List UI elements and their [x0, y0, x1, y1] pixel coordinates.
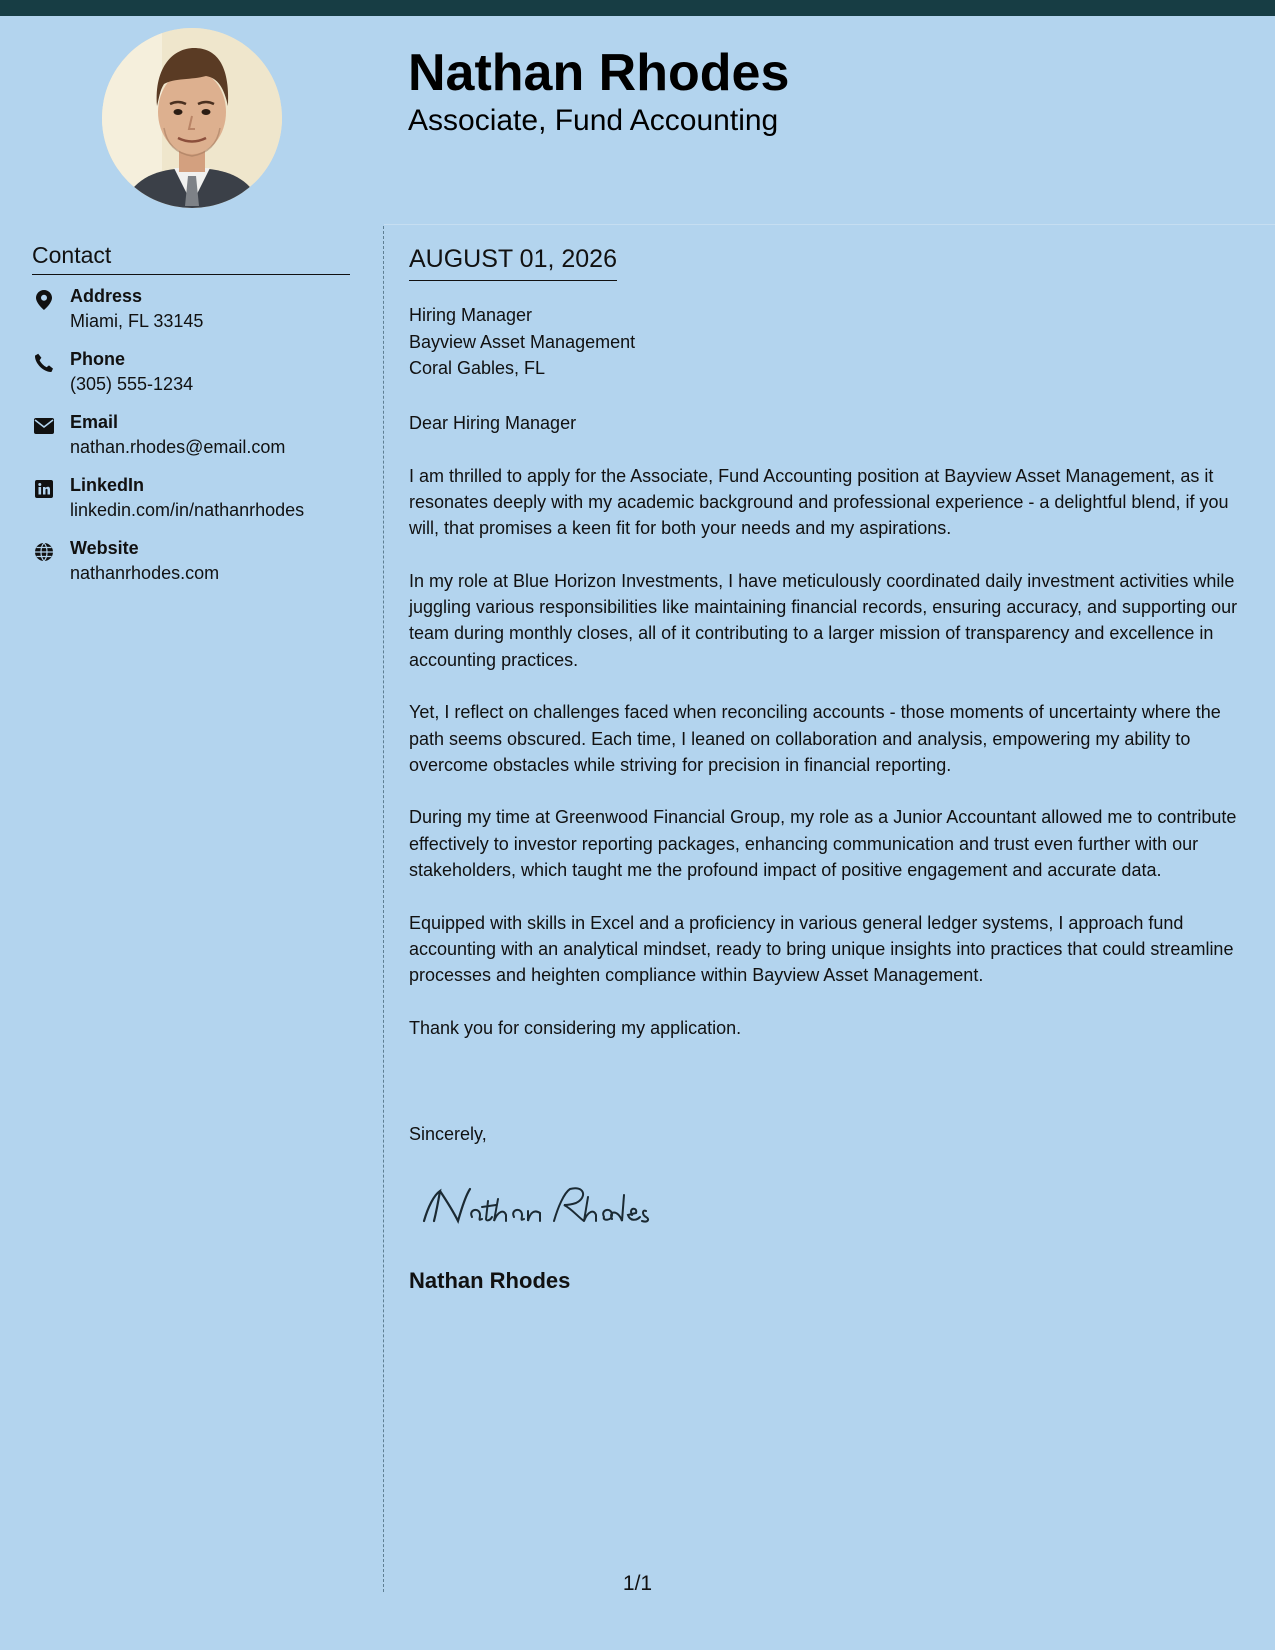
address-value: Miami, FL 33145: [70, 311, 204, 331]
signed-name: Nathan Rhodes: [409, 1268, 571, 1293]
salutation: Dear Hiring Manager: [409, 413, 577, 433]
linkedin-link[interactable]: linkedin.com/in/nathanrhodes: [70, 500, 305, 520]
linkedin-icon: [32, 477, 56, 501]
handwritten-signature: [418, 1177, 658, 1233]
job-title: Associate, Fund Accounting: [408, 104, 779, 137]
envelope-icon: [32, 414, 56, 438]
closing: Sincerely,: [409, 1124, 487, 1144]
contact-label: LinkedIn: [70, 475, 145, 495]
contact-label: Website: [70, 538, 139, 558]
top-bar: [0, 0, 1275, 16]
contact-label: Phone: [70, 349, 126, 369]
letter-paragraph: Thank you for considering my application.: [409, 1017, 742, 1038]
contact-item-website: [32, 536, 372, 599]
letter-paragraph: During my time at Greenwood Financial Group, my role as a Junior Accountant allowed me to contribute effectively to investor reporting packages, enhancing communication and trust even further with our stakeholders, which taught me the profound impact of positive engagement and accurate data.: [409, 807, 1237, 881]
page-number: 1/1: [622, 1572, 653, 1595]
letter-body: [409, 410, 1255, 1067]
contact-item-linkedin: [32, 473, 372, 536]
recipient-block: [409, 302, 635, 382]
letter-paragraph: I am thrilled to apply for the Associate, Fund Accounting position at Bayview Asset Management, as it resonates deeply with my academic background and professional experience - a delightful blend, if you will, that promises a keen fit for both your needs and my aspirations.: [409, 465, 1229, 539]
phone-icon: [32, 351, 56, 375]
website-link[interactable]: nathanrhodes.com: [70, 563, 220, 583]
email-link[interactable]: nathan.rhodes@email.com: [70, 437, 286, 457]
contact-item-address: [32, 284, 372, 347]
letter-paragraph: In my role at Blue Horizon Investments, I have meticulously coordinated daily investment activities while juggling various responsibilities like maintaining financial records, ensuring accuracy, and supporting our team during monthly closes, all of it contributing to a larger mission of transparency and excellence in accounting practices.: [409, 570, 1238, 670]
recipient-line: Coral Gables, FL: [409, 358, 546, 378]
contact-label: Email: [70, 412, 119, 432]
contact-list: [32, 284, 372, 599]
contact-item-phone: [32, 347, 372, 410]
column-divider: [383, 226, 384, 1592]
contact-label: Address: [70, 286, 143, 306]
letter-paragraph: Equipped with skills in Excel and a proficiency in various general ledger systems, I approach fund accounting with an analytical mindset, ready to bring unique insights into practices that could streamline processes and heighten compliance within Bayview Asset Management.: [409, 912, 1234, 986]
contact-item-email: [32, 410, 372, 473]
location-pin-icon: [32, 288, 56, 312]
phone-value: (305) 555-1234: [70, 374, 194, 394]
letter-paragraph: Yet, I reflect on challenges faced when reconciling accounts - those moments of uncertainty where the path seems obscured. Each time, I leaned on collaboration and analysis, empowering my ability to overcome obstacles while striving for precision in financial reporting.: [409, 702, 1221, 775]
recipient-line: Hiring Manager: [409, 305, 533, 325]
candidate-name: Nathan Rhodes: [408, 44, 790, 102]
recipient-line: Bayview Asset Management: [409, 331, 636, 352]
letter-date: AUGUST 01, 2026: [409, 242, 617, 281]
contact-heading: Contact: [32, 238, 350, 275]
globe-icon: [32, 540, 56, 564]
profile-photo: [102, 28, 282, 208]
header-divider: [384, 224, 1275, 225]
